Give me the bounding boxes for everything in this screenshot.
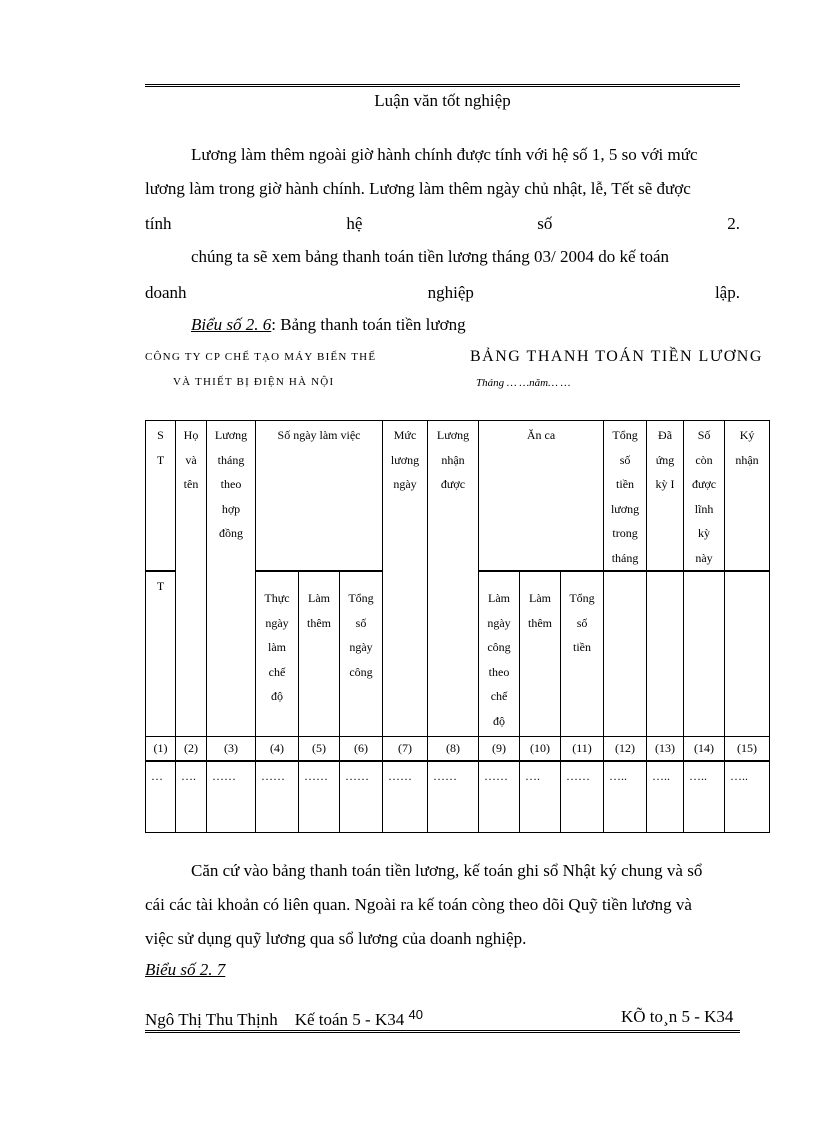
sub-meal-overtime: Làm thêm — [520, 571, 561, 736]
sub-total-days: Tổng số ngày công — [340, 571, 383, 736]
col-number: (4) — [256, 736, 299, 761]
paragraph-1-line-3 — [145, 214, 740, 234]
caption-figure-2-6 — [191, 315, 466, 335]
dots-cell: …… — [299, 761, 340, 833]
dots-cell: ….. — [604, 761, 647, 833]
col-number: (8) — [428, 736, 479, 761]
data-row — [146, 761, 770, 833]
sub-overtime-days: Làm thêm — [299, 571, 340, 736]
header-advance: Đã ứng kỳ I — [647, 421, 684, 572]
dots-cell: …… — [207, 761, 256, 833]
word: hệ — [346, 214, 363, 233]
header-meal-allowance: Ăn ca — [479, 421, 604, 572]
blank-cell — [604, 571, 647, 736]
dots-cell: …… — [256, 761, 299, 833]
paragraph-1-line-1 — [145, 138, 740, 172]
sub-meal-regular: Làm ngày công theo chế độ — [479, 571, 520, 736]
col-number: (9) — [479, 736, 520, 761]
header-signature: Ký nhận — [725, 421, 770, 572]
p2-line1-text: chúng ta sẽ xem bảng thanh toán tiền lương tháng 03/ 2004 do kế toán — [191, 247, 670, 266]
word: lập. — [714, 283, 740, 302]
payroll-sheet-title: BẢNG THANH TOÁN TIỀN LƯƠNG — [470, 348, 763, 365]
col-number: (14) — [684, 736, 725, 761]
footer-class-right: KÕ to¸n 5 - K34 — [621, 1007, 734, 1026]
author-name: Ngô Thị Thu Thịnh — [145, 1010, 278, 1029]
header-salary-received: Lương nhận được — [428, 421, 479, 737]
col-number: (2) — [176, 736, 207, 761]
p1-line1-text: Lương làm thêm ngoài giờ hành chính được tính với hệ số 1, 5 so với mức — [191, 145, 698, 164]
header-rule — [145, 84, 740, 87]
caption-figure-2-7: Biểu số 2. 7 — [145, 960, 226, 979]
paragraph-3-line-3: việc sử dụng quỹ lương qua sổ lương của doanh nghiệp. — [145, 929, 527, 948]
header-name: Họ và tên — [176, 421, 207, 737]
dots-cell: ….. — [684, 761, 725, 833]
dots-cell: ….. — [725, 761, 770, 833]
dots-cell: …… — [561, 761, 604, 833]
caption-text: : Bảng thanh toán tiền lương — [271, 315, 466, 334]
paragraph-2-line-2 — [145, 283, 740, 303]
col-number: (10) — [520, 736, 561, 761]
word: số — [537, 214, 553, 233]
word: tính — [145, 214, 172, 233]
header-total-salary: Tổng số tiền lương trong tháng — [604, 421, 647, 572]
blank-cell — [684, 571, 725, 736]
col-number: (15) — [725, 736, 770, 761]
company-name-line-1: CÔNG TY CP CHẾ TẠO MÁY BIẾN THẾ — [145, 351, 377, 363]
word: 2. — [727, 214, 740, 233]
dots-cell: …. — [176, 761, 207, 833]
header-working-days: Số ngày làm việc — [256, 421, 383, 572]
col-number: (12) — [604, 736, 647, 761]
dots-cell: …… — [383, 761, 428, 833]
blank-cell — [725, 571, 770, 736]
sub-meal-total: Tổng số tiền — [561, 571, 604, 736]
column-number-row — [146, 736, 770, 761]
paragraph-3-line-2: cái các tài khoản có liên quan. Ngoài ra kế toán còng theo dõi Quỹ tiền lương và — [145, 895, 692, 914]
month-year-line: Tháng … …năm… … — [476, 377, 571, 389]
header-stt: S T — [146, 421, 176, 572]
dots-cell: …… — [340, 761, 383, 833]
col-number: (13) — [647, 736, 684, 761]
page-header-title: Luận văn tốt nghiệp — [374, 91, 511, 110]
col-number: (3) — [207, 736, 256, 761]
company-name-line-2: VÀ THIẾT BỊ ĐIỆN HÀ NỘI — [173, 376, 335, 388]
header-row-1 — [146, 421, 770, 572]
col-number: (1) — [146, 736, 176, 761]
word: doanh — [145, 283, 187, 302]
dots-cell: …. — [520, 761, 561, 833]
dots-cell: ….. — [647, 761, 684, 833]
blank-cell — [647, 571, 684, 736]
col-number: (6) — [340, 736, 383, 761]
header-contract-salary: Lương tháng theo hợp đồng — [207, 421, 256, 737]
header-stt-cont: T — [146, 571, 176, 736]
footer-rule — [145, 1030, 740, 1033]
paragraph-2-line-1 — [145, 240, 740, 274]
page-number: 40 — [408, 1007, 423, 1022]
sub-actual-days: Thực ngày làm chế độ — [256, 571, 299, 736]
caption-label: Biểu số 2. 6 — [191, 315, 272, 334]
col-number: (5) — [299, 736, 340, 761]
dots-cell: …… — [479, 761, 520, 833]
paragraph-1-line-2: lương làm trong giờ hành chính. Lương làm thêm ngày chủ nhật, lễ, Tết sẽ được — [145, 179, 691, 198]
payroll-table — [145, 420, 770, 833]
col-number: (11) — [561, 736, 604, 761]
word: nghiệp — [427, 283, 474, 302]
dots-cell: … — [146, 761, 176, 833]
p3-line1-text: Căn cứ vào bảng thanh toán tiền lương, kế toán ghi sổ Nhật ký chung và sổ — [191, 861, 703, 880]
paragraph-3-line-1 — [145, 854, 740, 888]
author-class: Kế toán 5 - K34 — [294, 1010, 405, 1029]
header-daily-rate: Mức lương ngày — [383, 421, 428, 737]
col-number: (7) — [383, 736, 428, 761]
footer-author — [145, 1007, 423, 1030]
dots-cell: …… — [428, 761, 479, 833]
header-remaining: Số còn được lĩnh kỳ này — [684, 421, 725, 572]
